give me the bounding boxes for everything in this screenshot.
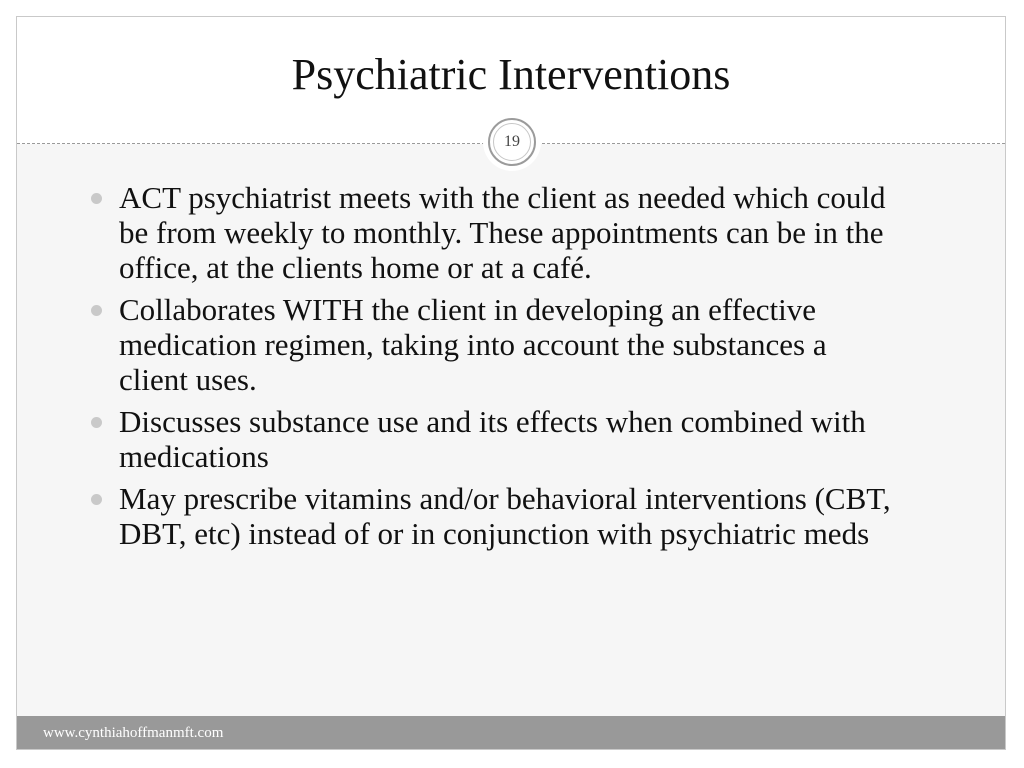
page-number: 19 bbox=[493, 123, 531, 161]
bullet-item bbox=[91, 404, 901, 474]
bullet-text: ACT psychiatrist meets with the client as needed which could be from weekly to monthly. These appointments can be in the office, at the clients home or at a café. bbox=[119, 180, 886, 285]
bullet-text: May prescribe vitamins and/or behavioral interventions (CBT, DBT, etc) instead of or in conjunction with psychiatric meds bbox=[119, 481, 891, 551]
page-number-ring bbox=[488, 118, 536, 166]
footer-bar bbox=[17, 716, 1005, 750]
bullet-dot-icon bbox=[91, 193, 102, 204]
bullet-list bbox=[91, 180, 901, 558]
bullet-item bbox=[91, 180, 901, 285]
bullet-dot-icon bbox=[91, 305, 102, 316]
bullet-item bbox=[91, 292, 901, 397]
slide bbox=[16, 16, 1006, 750]
bullet-item bbox=[91, 481, 901, 551]
bullet-text: Collaborates WITH the client in developing an effective medication regimen, taking into account the substances a client uses. bbox=[119, 292, 827, 397]
slide-title: Psychiatric Interventions bbox=[291, 50, 731, 99]
bullet-dot-icon bbox=[91, 417, 102, 428]
bullet-dot-icon bbox=[91, 494, 102, 505]
bullet-text: Discusses substance use and its effects when combined with medications bbox=[119, 404, 866, 474]
page-number-badge bbox=[483, 113, 541, 171]
footer-url[interactable]: www.cynthiahoffmanmft.com bbox=[43, 725, 224, 741]
